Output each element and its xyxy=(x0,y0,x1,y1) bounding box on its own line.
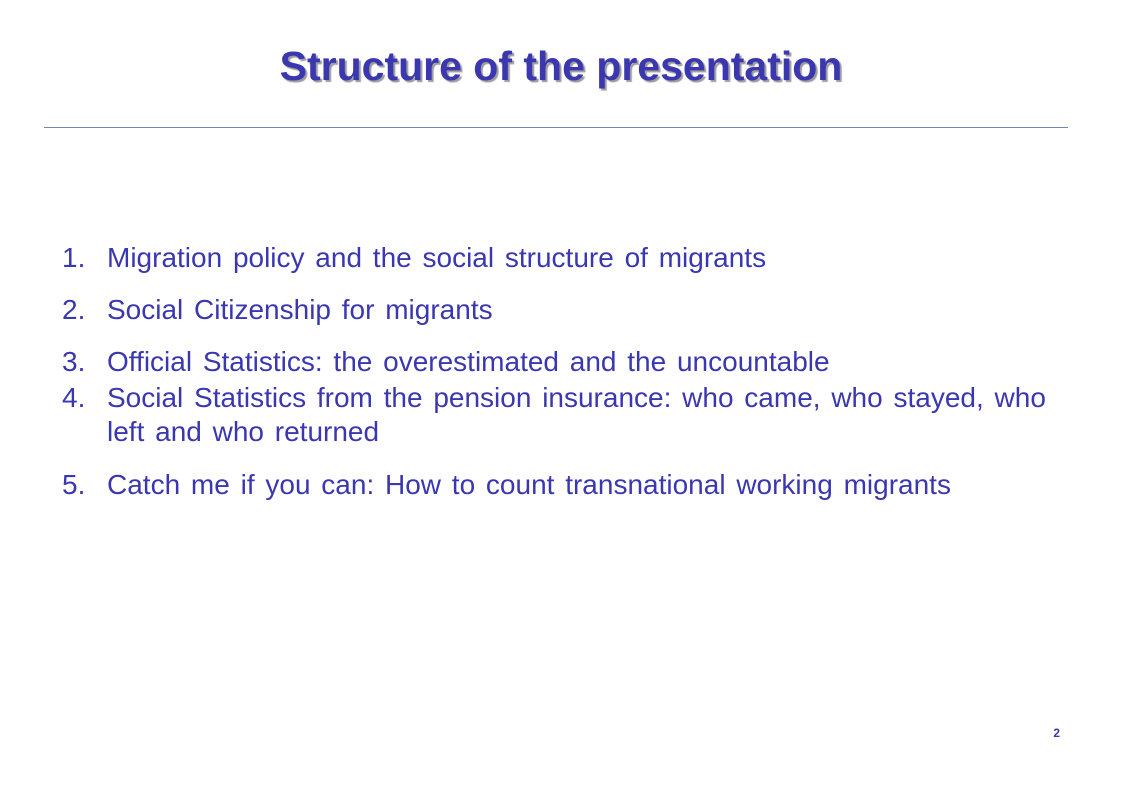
agenda-item-text: Migration policy and the social structure of migrants xyxy=(107,242,767,273)
agenda-item-number: 3. xyxy=(62,346,86,377)
agenda-item-text: Social Citizenship for migrants xyxy=(107,294,493,325)
agenda-item xyxy=(62,468,1072,502)
agenda-item xyxy=(62,241,1072,275)
agenda-item-number: 2. xyxy=(62,294,86,325)
agenda-item-text: Catch me if you can: How to count transnational working migrants xyxy=(107,469,951,500)
agenda-list xyxy=(62,241,1072,502)
slide-title: Structure of the presentation xyxy=(279,43,843,89)
agenda-item xyxy=(62,293,1072,327)
agenda-item xyxy=(62,381,1072,449)
agenda-item-number: 1. xyxy=(62,242,86,273)
title-divider xyxy=(44,127,1068,128)
page-number: 2 xyxy=(1053,726,1060,740)
agenda-item xyxy=(62,345,1072,379)
agenda-item-number: 4. xyxy=(62,382,86,413)
agenda-item-number: 5. xyxy=(62,469,86,500)
agenda-item-text: Official Statistics: the overestimated and the uncountable xyxy=(107,346,830,377)
agenda-item-text: Social Statistics from the pension insurance: who came, who stayed, who left and who returned xyxy=(107,382,1046,447)
